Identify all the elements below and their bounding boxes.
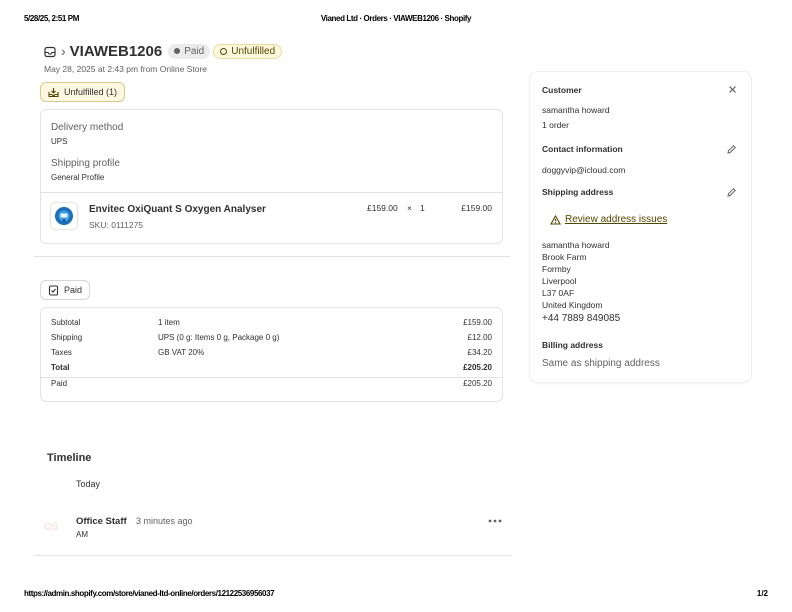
avatar: OS bbox=[44, 522, 59, 533]
order-subtitle: May 28, 2025 at 2:43 pm from Online Store bbox=[44, 64, 208, 74]
address-line: Formby bbox=[542, 264, 571, 274]
timeline-divider bbox=[34, 555, 512, 556]
timeline-author: Office Staff bbox=[76, 516, 127, 527]
payment-row-amount: £205.20 bbox=[463, 363, 492, 372]
delivery-method-value: UPS bbox=[51, 137, 68, 146]
payment-row-detail: 1 item bbox=[158, 318, 180, 327]
paid-row-amount: £205.20 bbox=[463, 379, 492, 388]
address-line: L37 0AF bbox=[542, 288, 575, 298]
billing-address-value: Same as shipping address bbox=[542, 358, 660, 369]
paid-row-label: Paid bbox=[51, 379, 68, 388]
payment-row-detail: GB VAT 20% bbox=[158, 348, 205, 357]
product-image[interactable] bbox=[50, 202, 78, 230]
print-page-number: 1/2 bbox=[756, 589, 768, 598]
close-icon[interactable] bbox=[728, 85, 737, 94]
card-divider bbox=[41, 192, 502, 193]
payment-row-amount: £34.20 bbox=[467, 348, 492, 357]
section-divider bbox=[34, 256, 510, 257]
payment-row-label: Total bbox=[51, 363, 70, 372]
status-ring-icon bbox=[220, 48, 227, 55]
print-page-title: Vianed Ltd · Orders · VIAWEB1206 · Shopify bbox=[320, 14, 472, 23]
customer-heading: Customer bbox=[542, 85, 582, 95]
print-datetime: 5/28/25, 2:51 PM bbox=[24, 14, 79, 23]
fulfillment-status-label: Unfulfilled bbox=[231, 45, 276, 57]
payment-row-detail: UPS (0 g: Items 0 g, Package 0 g) bbox=[158, 333, 280, 342]
order-header bbox=[44, 42, 285, 60]
receipt-check-icon bbox=[48, 285, 59, 296]
edit-contact-pencil-icon[interactable] bbox=[726, 144, 737, 155]
unfulfilled-status-pill bbox=[40, 82, 125, 102]
paid-status-label: Paid bbox=[64, 285, 83, 295]
warning-icon bbox=[550, 215, 561, 225]
print-header bbox=[24, 14, 768, 26]
oxygen-analyser-image-icon bbox=[53, 205, 75, 227]
fulfillment-box-icon bbox=[48, 87, 59, 98]
multiply-sign: × bbox=[407, 203, 412, 213]
shipping-profile-label: Shipping profile bbox=[51, 158, 120, 169]
payment-row-amount: £159.00 bbox=[463, 318, 492, 327]
fulfillment-status-badge bbox=[213, 44, 282, 59]
paid-status-pill bbox=[40, 280, 90, 300]
timeline-day: Today bbox=[76, 479, 101, 489]
print-footer bbox=[24, 589, 768, 601]
fulfillment-card bbox=[40, 109, 503, 244]
address-line: samantha howard bbox=[542, 240, 610, 250]
timeline-title: Timeline bbox=[47, 452, 92, 464]
product-sku: SKU: 0111275 bbox=[89, 220, 144, 230]
product-name-link[interactable]: Envitec OxiQuant S Oxygen Analyser bbox=[89, 204, 266, 215]
payment-row-label: Taxes bbox=[51, 348, 72, 357]
payment-row-label: Subtotal bbox=[51, 318, 81, 327]
address-line: Brook Farm bbox=[542, 252, 587, 262]
customer-card bbox=[530, 72, 751, 382]
customer-email-link[interactable]: doggyvip@icloud.com bbox=[542, 165, 626, 175]
chevron-right-icon: › bbox=[61, 43, 66, 59]
contact-heading: Contact information bbox=[542, 144, 623, 154]
customer-order-count[interactable]: 1 order bbox=[542, 120, 569, 130]
orders-inbox-icon[interactable] bbox=[44, 45, 56, 57]
payment-summary-card bbox=[40, 307, 503, 402]
unit-price: £159.00 bbox=[367, 203, 398, 213]
edit-address-pencil-icon[interactable] bbox=[726, 187, 737, 198]
billing-address-heading: Billing address bbox=[542, 340, 603, 350]
customer-phone[interactable]: +44 7889 849085 bbox=[542, 313, 621, 324]
timeline-time-ago: 3 minutes ago bbox=[136, 516, 193, 526]
review-address-link[interactable]: Review address issues bbox=[565, 214, 668, 225]
line-total: £159.00 bbox=[461, 203, 492, 213]
payment-divider bbox=[41, 377, 502, 378]
shipping-address-heading: Shipping address bbox=[542, 187, 614, 197]
payment-row-label: Shipping bbox=[51, 333, 83, 342]
page-title: VIAWEB1206 bbox=[69, 42, 163, 60]
quantity: 1 bbox=[420, 203, 425, 213]
payment-row-amount: £12.00 bbox=[467, 333, 492, 342]
status-dot-icon bbox=[174, 48, 180, 54]
delivery-method-label: Delivery method bbox=[51, 122, 124, 133]
shipping-profile-value: General Profile bbox=[51, 173, 105, 182]
payment-status-badge bbox=[168, 44, 210, 59]
address-line: Liverpool bbox=[542, 276, 577, 286]
customer-name-link[interactable]: samantha howard bbox=[542, 105, 610, 115]
print-url: https://admin.shopify.com/store/vianed-ltd-online/orders/12122536956037 bbox=[24, 589, 275, 598]
unfulfilled-status-label: Unfulfilled (1) bbox=[64, 87, 118, 97]
timeline-time-suffix: AM bbox=[76, 530, 88, 539]
review-address-row[interactable] bbox=[550, 214, 667, 225]
address-line: United Kingdom bbox=[542, 300, 603, 310]
more-actions-icon[interactable] bbox=[488, 518, 502, 524]
payment-status-label: Paid bbox=[184, 45, 205, 57]
